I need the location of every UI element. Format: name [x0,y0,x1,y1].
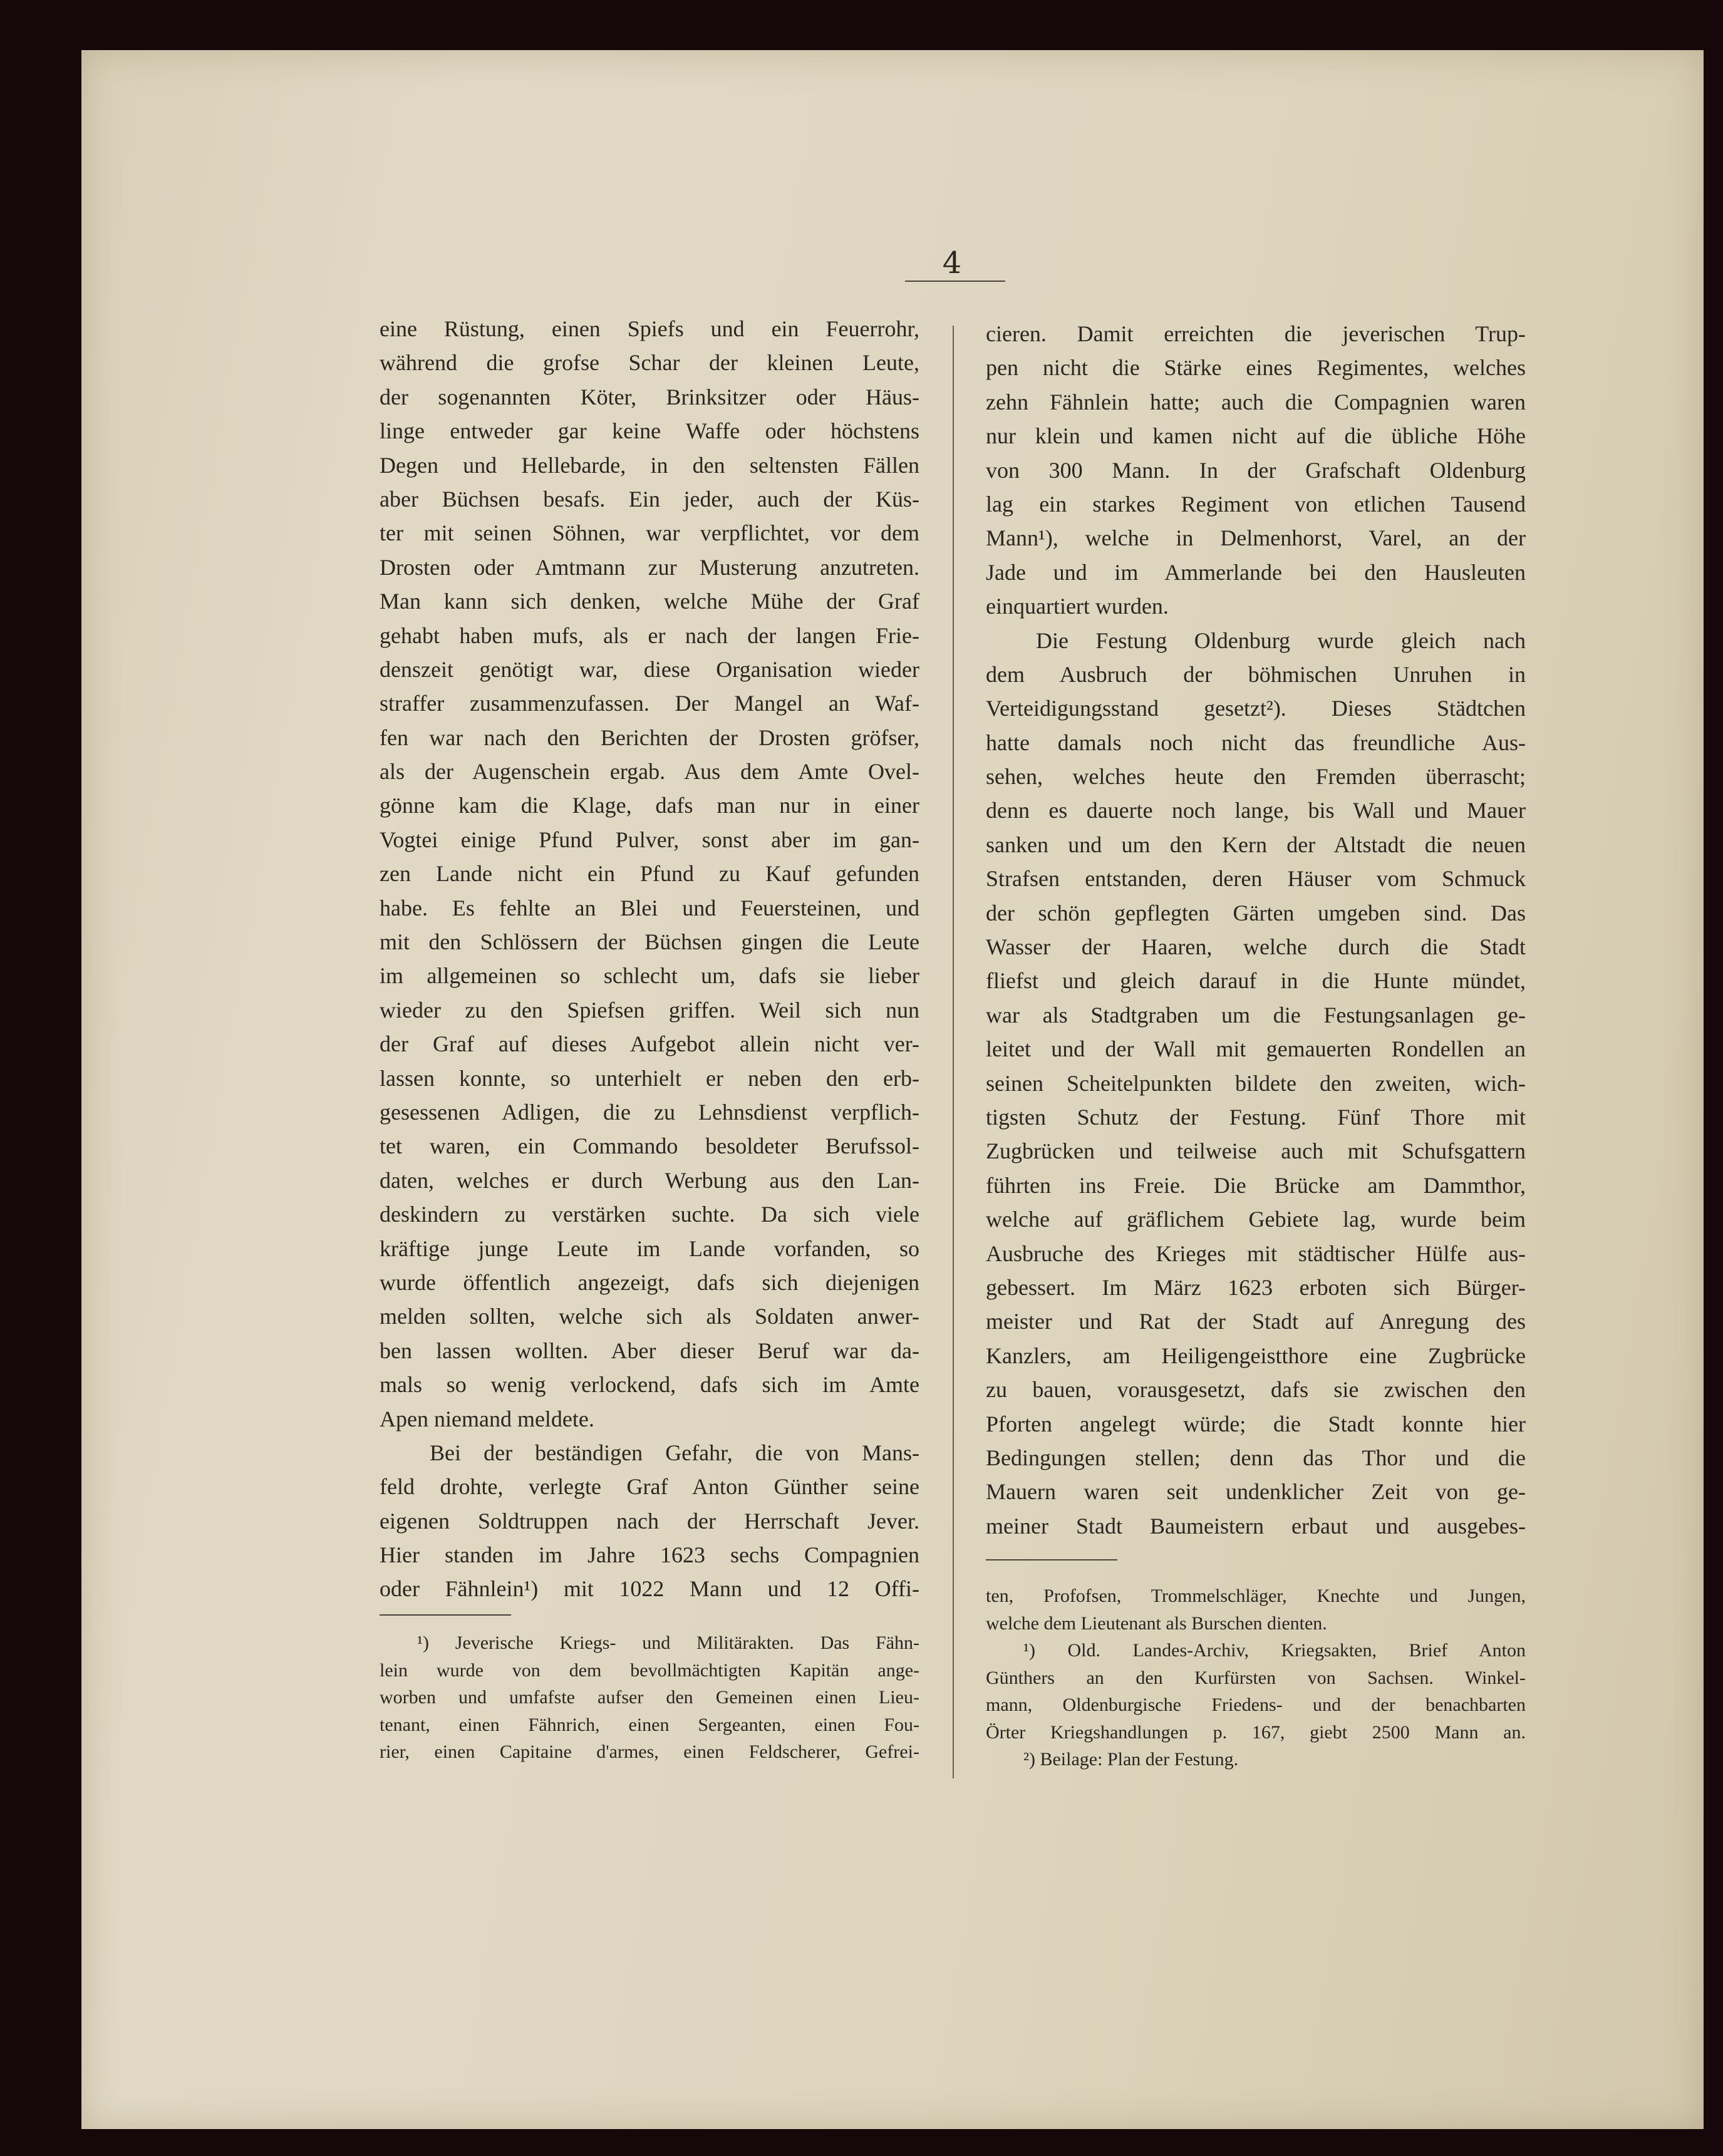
text-line: nur klein und kamen nicht auf die übliche Höhe [986,423,1526,449]
footnote-line: mann, Oldenburgische Friedens- und der benachbarten [986,1694,1526,1715]
text-line: oder Fähnlein¹) mit 1022 Mann und 12 Offi- [380,1576,919,1602]
right-column [986,317,1526,1543]
footnote-line: tenant, einen Fähnrich, einen Sergeanten, einen Fou- [380,1714,919,1735]
text-line: aber Büchsen besafs. Ein jeder, auch der Küs- [380,486,919,512]
text-line: dem Ausbruch der böhmischen Unruhen in [986,661,1526,687]
text-line: fliefst und gleich darauf in die Hunte mündet, [986,968,1526,994]
text-line: Kanzlers, am Heiligengeistthore eine Zugbrücke [986,1343,1526,1368]
text-line: melden sollten, welche sich als Soldaten anwer- [380,1304,919,1329]
text-line: ben lassen wollten. Aber dieser Beruf war da- [380,1338,919,1363]
text-line: führten ins Freie. Die Brücke am Dammthor, [986,1172,1526,1198]
text-line: wurde öffentlich angezeigt, dafs sich diejenigen [380,1269,919,1295]
text-line: kräftige junge Leute im Lande vorfanden, so [380,1235,919,1261]
text-line: war als Stadtgraben um die Festungsanlagen ge- [986,1002,1526,1028]
header-rule [905,281,1005,282]
footnote-rule-left [380,1614,511,1616]
text-line: lag ein starkes Regiment von etlichen Tausend [986,491,1526,517]
text-line: sanken und um den Kern der Altstadt die neuen [986,832,1526,857]
text-line: während die grofse Schar der kleinen Leute, [380,350,919,376]
footnote-line: worben und umfafste aufser den Gemeinen einen Lieu- [380,1687,919,1708]
text-line: fen war nach den Berichten der Drosten gröfser, [380,725,919,750]
text-line: Verteidigungsstand gesetzt²). Dieses Städtchen [986,696,1526,721]
text-line: gehabt haben mufs, als er nach der langen Frie- [380,622,919,648]
text-line: als der Augenschein ergab. Aus dem Amte Ovel- [380,759,919,785]
text-line: pen nicht die Stärke eines Regimentes, welches [986,355,1526,381]
text-line: Drosten oder Amtmann zur Musterung anzutreten. [380,554,919,580]
text-line: zehn Fähnlein hatte; auch die Compagnien waren [986,389,1526,415]
text-line: denn es dauerte noch lange, bis Wall und Mauer [986,798,1526,823]
text-line: einquartiert wurden. [986,594,1169,619]
text-line: seinen Scheitelpunkten bildete den zweiten, wich- [986,1070,1526,1096]
text-line: zen Lande nicht ein Pfund zu Kauf gefunden [380,861,919,887]
text-line: lassen konnte, so unterhielt er neben den erb- [380,1065,919,1091]
text-line: meiner Stadt Baumeistern erbaut und ausgebes- [986,1513,1526,1539]
text-line: von 300 Mann. In der Grafschaft Oldenburg [986,457,1526,483]
footnote-line: welche dem Lieutenant als Burschen dienten. [986,1612,1327,1634]
text-line: der sogenannten Köter, Brinksitzer oder Häus- [380,384,919,410]
text-line: Wasser der Haaren, welche durch die Stadt [986,934,1526,960]
text-line: eine Rüstung, einen Spiefs und ein Feuerrohr, [380,316,919,341]
text-line: Man kann sich denken, welche Mühe der Graf [380,589,919,614]
text-line: zu bauen, vorausgesetzt, dafs sie zwischen den [986,1377,1526,1403]
text-line: Mauern waren seit undenklicher Zeit von ge- [986,1479,1526,1505]
column-divider [953,326,954,1778]
text-line: leitet und der Wall mit gemauerten Rondellen an [986,1036,1526,1062]
text-line: denszeit genötigt war, diese Organisation wieder [380,656,919,682]
text-line: ter mit seinen Söhnen, war verpflichtet, vor dem [380,520,919,546]
text-line: gesessenen Adligen, die zu Lehnsdienst verpflich- [380,1099,919,1125]
text-line: gönne kam die Klage, dafs man nur in einer [380,793,919,818]
text-line: Die Festung Oldenburg wurde gleich nach [1036,627,1526,653]
text-line: Pforten angelegt würde; die Stadt konnte hier [986,1411,1526,1436]
text-line: Bedingungen stellen; denn das Thor und die [986,1445,1526,1470]
text-line: tigsten Schutz der Festung. Fünf Thore mit [986,1104,1526,1130]
text-line: Ausbruche des Krieges mit städtischer Hülfe aus- [986,1240,1526,1266]
text-line: Strafsen entstanden, deren Häuser vom Schmuck [986,866,1526,892]
footnote-line: rier, einen Capitaine d'armes, einen Feldscherer, Gefrei- [380,1741,919,1762]
text-line: Bei der beständigen Gefahr, die von Mans- [430,1440,919,1465]
text-line: mals so wenig verlockend, dafs sich im Amte [380,1372,919,1398]
text-line: meister und Rat der Stadt auf Anregung des [986,1309,1526,1334]
footnote-line: ²) Beilage: Plan der Festung. [1023,1749,1239,1770]
page-number: 4 [942,245,962,281]
text-line: daten, welches er durch Werbung aus den Lan- [380,1167,919,1193]
text-line: welche auf gräflichem Gebiete lag, wurde beim [986,1207,1526,1232]
text-line: hatte damals noch nicht das freundliche Aus- [986,730,1526,755]
text-line: Apen niemand meldete. [380,1406,594,1431]
text-line: deskindern zu verstärken suchte. Da sich viele [380,1202,919,1227]
text-line: habe. Es fehlte an Blei und Feuersteinen, und [380,895,919,921]
footnote-line: ¹) Jeverische Kriegs- und Militärakten. Das Fähn- [417,1632,919,1653]
text-line: der Graf auf dieses Aufgebot allein nicht ver- [380,1031,919,1057]
text-line: tet waren, ein Commando besoldeter Berufssol- [380,1133,919,1159]
footnote-rule-right [986,1559,1117,1560]
footnote-line: ¹) Old. Landes-Archiv, Kriegsakten, Brief Anton [1023,1640,1526,1661]
text-line: Vogtei einige Pfund Pulver, sonst aber im gan- [380,827,919,852]
footnote-line: Örter Kriegshandlungen p. 167, giebt 2500 Mann an. [986,1721,1526,1743]
text-line: cieren. Damit erreichten die jeverischen Trup- [986,321,1526,346]
text-line: sehen, welches heute den Fremden überrascht; [986,764,1526,790]
footnote-line: Günthers an den Kurfürsten von Sachsen. Winkel- [986,1667,1526,1688]
left-column [380,312,919,1606]
text-line: Jade und im Ammerlande bei den Hausleuten [986,559,1526,585]
text-line: Zugbrücken und teilweise auch mit Schufsgattern [986,1138,1526,1164]
text-line: eigenen Soldtruppen nach der Herrschaft Jever. [380,1508,919,1534]
text-line: Hier standen im Jahre 1623 sechs Compagnien [380,1542,919,1568]
text-line: straffer zusammenzufassen. Der Mangel an Waf- [380,691,919,716]
text-line: wieder zu den Spiefsen griffen. Weil sich nun [380,997,919,1023]
text-line: Mann¹), welche in Delmenhorst, Varel, an der [986,525,1526,551]
text-line: im allgemeinen so schlecht um, dafs sie lieber [380,963,919,989]
footnotes-left [380,1629,919,1766]
text-line: feld drohte, verlegte Graf Anton Günther seine [380,1474,919,1500]
text-line: Degen und Hellebarde, in den seltensten Fällen [380,452,919,478]
text-line: mit den Schlössern der Büchsen gingen die Leute [380,929,919,955]
footnote-line: ten, Profofsen, Trommelschläger, Knechte und Jungen, [986,1586,1526,1606]
text-line: gebessert. Im März 1623 erboten sich Bürger- [986,1274,1526,1300]
text-line: linge entweder gar keine Waffe oder höchstens [380,418,919,444]
footnote-line: lein wurde von dem bevollmächtigten Kapitän ange- [380,1659,919,1681]
footnotes-right [986,1582,1526,1773]
text-line: der schön gepflegten Gärten umgeben sind. Das [986,900,1526,926]
